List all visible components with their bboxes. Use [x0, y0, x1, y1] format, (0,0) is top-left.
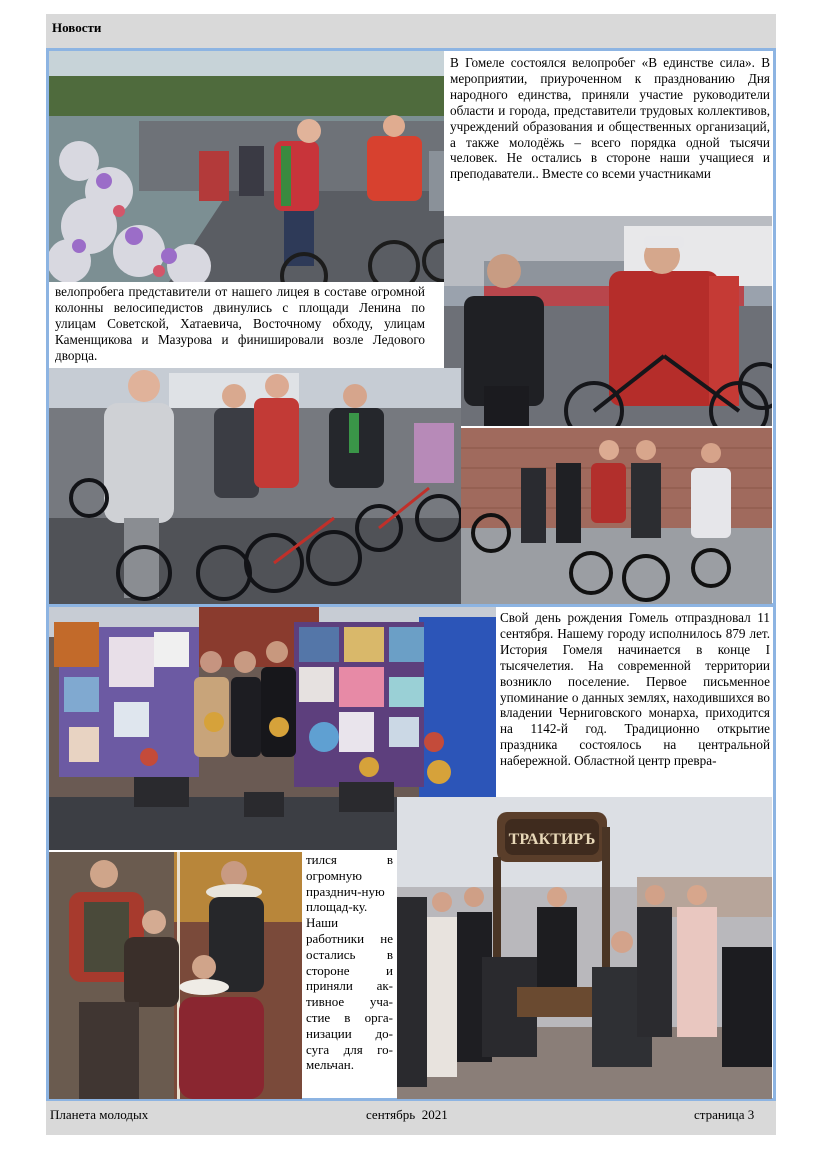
section-title: Новости — [52, 20, 102, 35]
footer-bar — [46, 1101, 776, 1135]
tavern-sign: ТРАКТИРЪ — [508, 831, 596, 848]
photo-students-brick-wall — [461, 428, 772, 604]
article1-text-bottom — [49, 283, 429, 368]
article2-text-top — [496, 610, 772, 795]
photo-two-men-bicycle — [444, 216, 772, 426]
article2-text-column — [304, 852, 395, 1098]
footer-page: страница 3 — [694, 1107, 755, 1122]
footer-publication: Планета молодых — [50, 1107, 149, 1122]
photo-tavern-costumes — [397, 797, 772, 1099]
footer-date: сентябрь 2021 — [366, 1107, 448, 1122]
article2-paragraph-part2: тился в огромную празднич-ную площад-ку. Наши работники не остались в стороне и приняли ак-тивное уча-стие в орга-низации до-суга для го-мельчан. — [306, 852, 393, 1073]
header-bar — [46, 14, 776, 48]
photo-costume-cutouts — [49, 852, 302, 1099]
article1-text-top — [446, 55, 772, 215]
article1-paragraph-part2: велопробега представители от нашего лицея в составе огромной колонны велосипедистов двинулись с площади Ленина по улицам Советской, Хатаевича, Восточному обходу, улицам Каменщикова и Мазурова и финишировали возле Ледового дворца. — [55, 284, 425, 363]
photo-cyclists-group — [49, 368, 461, 604]
photo-cyclists-flowers — [49, 51, 444, 282]
article2-paragraph-part1: Свой день рождения Гомель отпраздновал 11 сентября. Нашему городу исполнилось 879 лет. История Гомеля начинается в конце I тысячелетия. На современной территории возникло поселение. Первое письменное упоминание о данных землях, находившихся во владении Черниговского монарха, приходится на 1142-й год. Традиционно открытие праздника состоялось на центральной набережной. Областной центр превра- — [500, 610, 770, 769]
article1-paragraph-part1: В Гомеле состоялся велопробег «В единстве сила». В мероприятии, приуроченном к празднованию Дня народного единства, приняли участие руководители области и города, представители трудовых коллективов, учреждений образования и общественных организаций, а также молодёжь – всего порядка одной тысячи человек. Не остались в стороне наши учащиеся и преподаватели.. Вместе со всеми участниками — [450, 55, 770, 182]
